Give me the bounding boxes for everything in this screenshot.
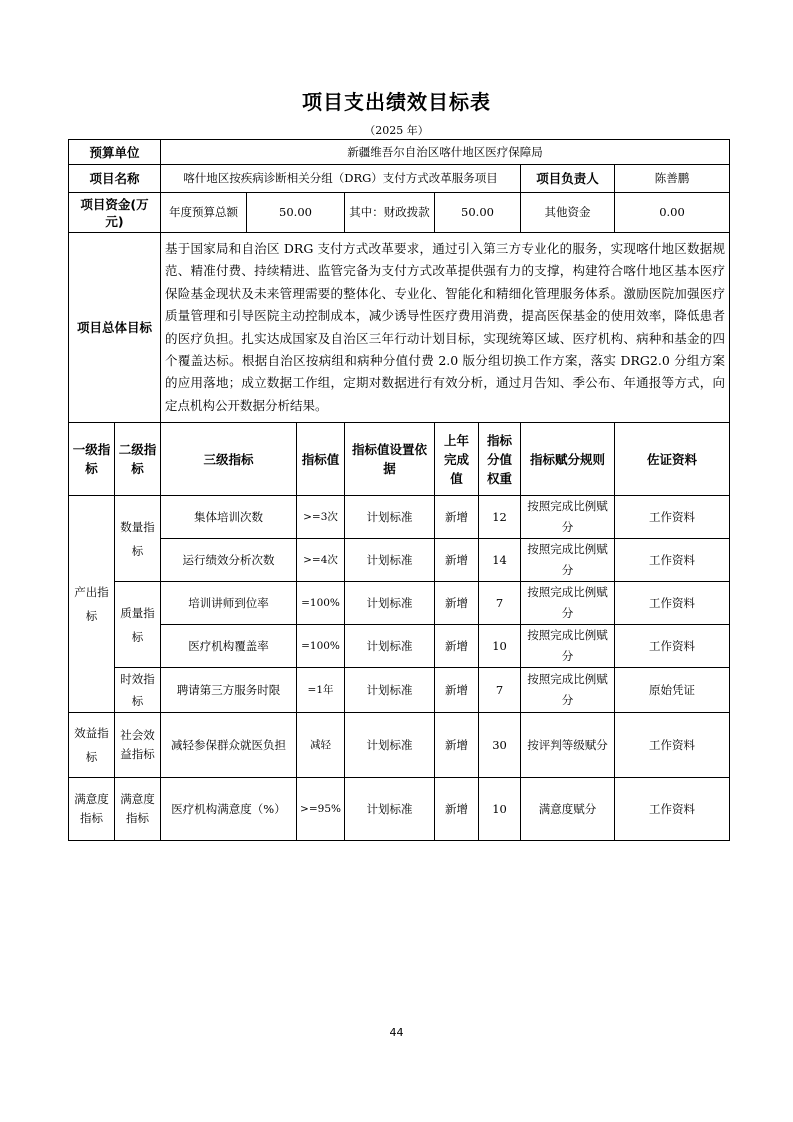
header-weight: 指标分值权重	[479, 423, 521, 496]
header-evidence: 佐证资料	[615, 423, 730, 496]
annual-total-label: 年度预算总额	[161, 193, 247, 233]
unit-label: 预算单位	[69, 140, 161, 165]
indicator-rule: 按照完成比例赋分	[521, 625, 615, 668]
page-title: 项目支出绩效目标表	[302, 90, 491, 114]
goal-label: 项目总体目标	[69, 233, 161, 423]
header-value: 指标值	[297, 423, 345, 496]
funds-label: 项目资金(万元)	[69, 193, 161, 233]
table-row	[69, 625, 730, 668]
indicator-rule: 按照完成比例赋分	[521, 496, 615, 539]
indicator-weight: 10	[479, 625, 521, 668]
indicator-evidence: 工作资料	[615, 778, 730, 841]
unit-value: 新疆维吾尔自治区喀什地区医疗保障局	[161, 140, 730, 165]
table-row	[69, 713, 730, 778]
indicator-evidence: 工作资料	[615, 496, 730, 539]
indicator-value: >=3次	[297, 496, 345, 539]
indicator-evidence: 工作资料	[615, 539, 730, 582]
indicator-name: 医疗机构覆盖率	[161, 625, 297, 668]
owner-label: 项目负责人	[521, 165, 615, 193]
indicator-last-year: 新增	[435, 496, 479, 539]
indicator-last-year: 新增	[435, 625, 479, 668]
indicator-evidence: 工作资料	[615, 713, 730, 778]
owner-value: 陈善鹏	[615, 165, 730, 193]
other-value: 0.00	[615, 193, 730, 233]
page-number: 44	[389, 1026, 404, 1039]
header-level1: 一级指标	[69, 423, 115, 496]
header-last-year: 上年完成值	[435, 423, 479, 496]
indicator-weight: 14	[479, 539, 521, 582]
table-row	[69, 496, 730, 539]
indicator-basis: 计划标准	[345, 668, 435, 713]
indicator-value: =1年	[297, 668, 345, 713]
indicator-rule: 按照完成比例赋分	[521, 582, 615, 625]
indicator-basis: 计划标准	[345, 496, 435, 539]
indicator-name: 运行绩效分析次数	[161, 539, 297, 582]
indicator-last-year: 新增	[435, 668, 479, 713]
indicator-rule: 按评判等级赋分	[521, 713, 615, 778]
table-row	[69, 539, 730, 582]
indicator-evidence: 工作资料	[615, 582, 730, 625]
indicator-basis: 计划标准	[345, 625, 435, 668]
indicator-weight: 7	[479, 582, 521, 625]
indicator-name: 集体培训次数	[161, 496, 297, 539]
fiscal-label: 其中：财政拨款	[345, 193, 435, 233]
other-label: 其他资金	[521, 193, 615, 233]
indicator-value: =100%	[297, 582, 345, 625]
indicator-last-year: 新增	[435, 713, 479, 778]
indicator-name: 聘请第三方服务时限	[161, 668, 297, 713]
indicator-last-year: 新增	[435, 539, 479, 582]
indicator-weight: 12	[479, 496, 521, 539]
annual-total-value: 50.00	[247, 193, 345, 233]
indicator-weight: 7	[479, 668, 521, 713]
indicator-value: >=4次	[297, 539, 345, 582]
indicator-weight: 10	[479, 778, 521, 841]
indicator-value: =100%	[297, 625, 345, 668]
indicator-basis: 计划标准	[345, 778, 435, 841]
goal-text: 基于国家局和自治区 DRG 支付方式改革要求，通过引入第三方专业化的服务，实现喀什地区数据规范、精准付费、持续精进、监管完备为支付方式改革提供强有力的支撑，构建符合喀什地区基本医疗保险基金现状及未来管理需要的整体化、专业化、智能化和精细化管理服务体系。激励医院加强医疗质量管理和引导医院主动控制成本，减少诱导性医疗费用消费，提高医保基金的使用效率，降低患者的医疗负担。扎实达成国家及自治区三年行动计划目标，实现统筹区域、医疗机构、病种和基金的四个覆盖达标。根据自治区按病组和病种分值付费 2.0 版分组切换工作方案，落实 DRG2.0 分组方案的应用落地；成立数据工作组，定期对数据进行有效分析，通过月告知、季公布、年通报等方式，向定点机构公开数据分析结果。	[161, 233, 730, 423]
indicator-weight: 30	[479, 713, 521, 778]
fiscal-value: 50.00	[435, 193, 521, 233]
indicator-basis: 计划标准	[345, 539, 435, 582]
indicator-name: 减轻参保群众就医负担	[161, 713, 297, 778]
header-level3: 三级指标	[161, 423, 297, 496]
indicator-name: 医疗机构满意度（%）	[161, 778, 297, 841]
indicator-rule: 按照完成比例赋分	[521, 668, 615, 713]
indicator-evidence: 工作资料	[615, 625, 730, 668]
group-quality: 质量指标	[115, 582, 161, 668]
header-level2: 二级指标	[115, 423, 161, 496]
indicator-rule: 满意度赋分	[521, 778, 615, 841]
indicator-value: >=95%	[297, 778, 345, 841]
group-quantity: 数量指标	[115, 496, 161, 582]
table-row	[69, 778, 730, 841]
indicator-evidence: 原始凭证	[615, 668, 730, 713]
header-rule: 指标赋分规则	[521, 423, 615, 496]
indicator-value: 减轻	[297, 713, 345, 778]
table-row	[69, 582, 730, 625]
group-social: 社会效益指标	[115, 713, 161, 778]
header-basis: 指标值设置依据	[345, 423, 435, 496]
indicator-last-year: 新增	[435, 778, 479, 841]
indicator-basis: 计划标准	[345, 713, 435, 778]
indicator-last-year: 新增	[435, 582, 479, 625]
group-satisfaction: 满意度指标	[69, 778, 115, 841]
table-row	[69, 668, 730, 713]
project-name-value: 喀什地区按疾病诊断相关分组（DRG）支付方式改革服务项目	[161, 165, 521, 193]
group-benefit: 效益指标	[69, 713, 115, 778]
year-label: （2025 年）	[364, 124, 429, 137]
project-name-label: 项目名称	[69, 165, 161, 193]
group-timeliness: 时效指标	[115, 668, 161, 713]
group-output: 产出指标	[69, 496, 115, 713]
indicator-name: 培训讲师到位率	[161, 582, 297, 625]
performance-table-body	[68, 139, 730, 841]
indicator-rule: 按照完成比例赋分	[521, 539, 615, 582]
indicator-basis: 计划标准	[345, 582, 435, 625]
group-satisfaction-sub: 满意度指标	[115, 778, 161, 841]
